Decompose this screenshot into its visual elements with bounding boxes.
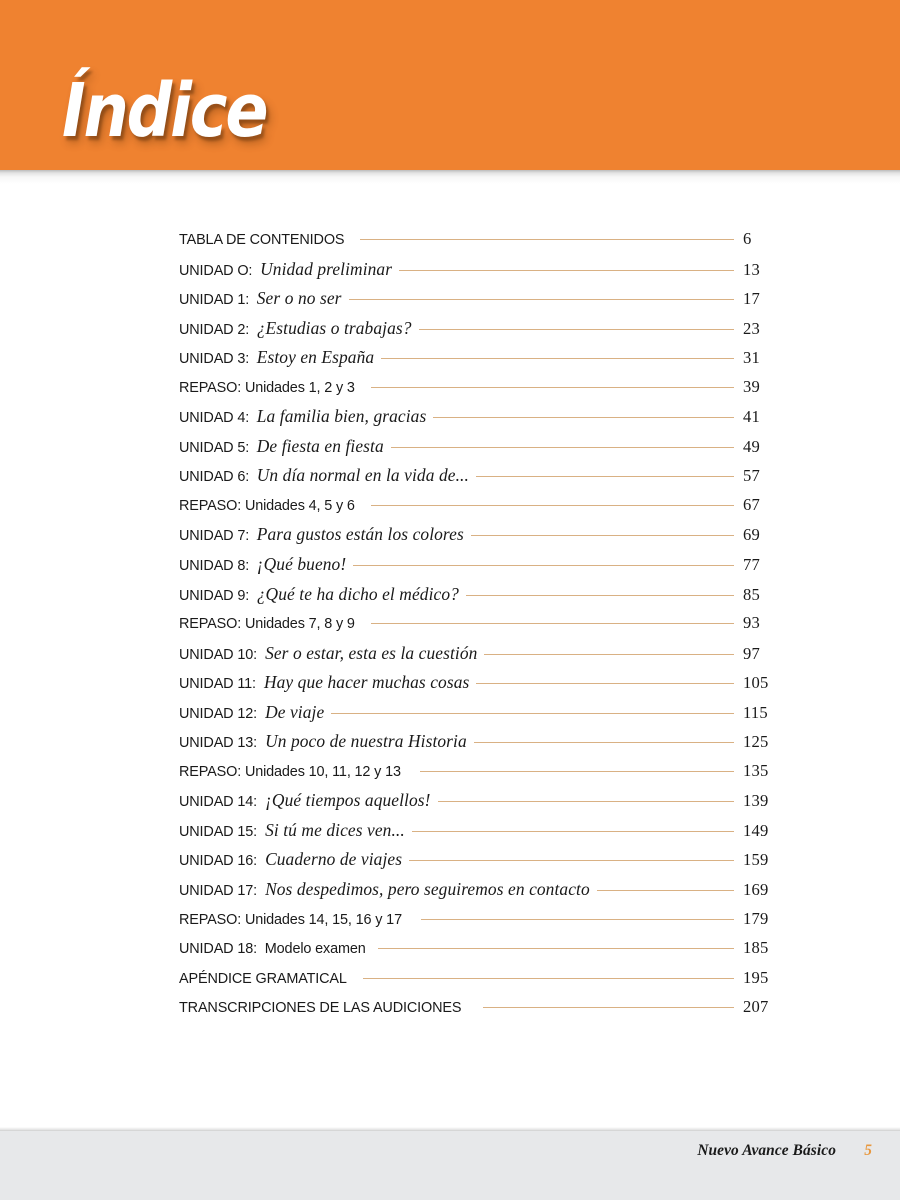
toc-entry[interactable] xyxy=(179,643,789,673)
toc-leader-line xyxy=(378,948,734,949)
toc-entry-page-number: 13 xyxy=(743,259,760,279)
toc-entry-title: De viaje xyxy=(265,701,325,722)
toc-entry[interactable] xyxy=(179,554,789,584)
toc-entry-label: UNIDAD 5: xyxy=(179,438,250,456)
toc-entry-title: Hay que hacer muchas cosas xyxy=(263,672,470,693)
toc-leader-line xyxy=(399,270,734,271)
toc-entry-label: UNIDAD 6: xyxy=(179,468,250,486)
toc-entry-label: TABLA DE CONTENIDOS xyxy=(179,231,345,248)
toc-entry-page-number: 69 xyxy=(743,525,760,545)
toc-entry[interactable] xyxy=(179,229,789,259)
toc-entry-page-number: 125 xyxy=(743,732,769,752)
toc-entry[interactable] xyxy=(179,938,789,968)
toc-leader-line xyxy=(420,771,734,772)
toc-entry-page-number: 17 xyxy=(743,289,760,309)
toc-entry-page-number: 149 xyxy=(743,820,769,840)
toc-entry-page-number: 77 xyxy=(743,555,760,575)
toc-entry[interactable] xyxy=(179,879,789,909)
toc-entry-title: De fiesta en fiesta xyxy=(256,435,384,456)
toc-entry-page-number: 41 xyxy=(743,407,760,427)
toc-entry-page-number: 115 xyxy=(743,702,768,722)
toc-leader-line xyxy=(476,476,734,477)
toc-entry-page-number: 195 xyxy=(743,967,769,987)
toc-entry-label: UNIDAD 12: xyxy=(179,704,257,722)
toc-entry-page-number: 185 xyxy=(743,938,769,958)
page-title: Índice xyxy=(62,68,267,154)
toc-entry-page-number: 31 xyxy=(743,348,760,368)
toc-leader-line xyxy=(409,860,734,861)
toc-entry[interactable] xyxy=(179,672,789,702)
toc-entry[interactable] xyxy=(179,318,789,348)
toc-entry-page-number: 207 xyxy=(743,997,769,1017)
toc-leader-line xyxy=(471,535,734,536)
toc-entry-page-number: 169 xyxy=(743,880,769,900)
toc-entry-title: ¿Qué te ha dicho el médico? xyxy=(256,583,459,604)
toc-entry-title: Modelo examen xyxy=(264,940,366,958)
toc-entry[interactable] xyxy=(179,613,789,643)
toc-leader-line xyxy=(371,387,734,388)
footer-content xyxy=(0,1138,900,1164)
toc-leader-line xyxy=(438,801,734,802)
toc-entry[interactable] xyxy=(179,288,789,318)
toc-leader-line xyxy=(391,447,734,448)
toc-entry[interactable] xyxy=(179,406,789,436)
header-band xyxy=(0,0,900,170)
toc-entry-title: Estoy en España xyxy=(256,347,375,368)
toc-entry-page-number: 179 xyxy=(743,908,769,928)
toc-entry-label: UNIDAD 17: xyxy=(179,882,257,900)
toc-entry-page-number: 39 xyxy=(743,376,760,396)
toc-entry-page-number: 57 xyxy=(743,466,760,486)
toc-leader-line xyxy=(360,239,734,240)
toc-entry[interactable] xyxy=(179,584,789,614)
toc-entry-label: UNIDAD 11: xyxy=(179,675,256,693)
toc-entry-page-number: 97 xyxy=(743,643,760,663)
table-of-contents xyxy=(179,229,789,1027)
toc-entry-page-number: 6 xyxy=(743,229,752,248)
toc-leader-line xyxy=(381,358,734,359)
toc-leader-line xyxy=(353,565,734,566)
toc-leader-line xyxy=(363,978,734,979)
toc-leader-line xyxy=(476,683,734,684)
toc-leader-line xyxy=(371,505,734,506)
toc-entry[interactable] xyxy=(179,731,789,761)
toc-entry[interactable] xyxy=(179,436,789,466)
toc-leader-line xyxy=(412,831,734,832)
toc-leader-line xyxy=(597,890,734,891)
toc-entry[interactable] xyxy=(179,790,789,820)
toc-entry-page-number: 159 xyxy=(743,850,769,870)
toc-leader-line xyxy=(466,595,734,596)
toc-entry-title: Para gustos están los colores xyxy=(256,524,464,545)
toc-leader-line xyxy=(371,623,734,624)
toc-entry-title: ¡Qué tiempos aquellos! xyxy=(265,790,431,811)
toc-entry-label: UNIDAD 9: xyxy=(179,586,250,604)
toc-entry[interactable] xyxy=(179,377,789,407)
toc-entry-title: La familia bien, gracias xyxy=(256,406,427,427)
toc-entry[interactable] xyxy=(179,524,789,554)
toc-entry-title: Si tú me dices ven... xyxy=(265,819,405,840)
toc-entry[interactable] xyxy=(179,909,789,939)
toc-entry-title: Ser o estar, esta es la cuestión xyxy=(265,642,478,663)
toc-entry-page-number: 139 xyxy=(743,791,769,811)
toc-entry-label: REPASO: Unidades 4, 5 y 6 xyxy=(179,496,355,514)
toc-entry-label: UNIDAD 8: xyxy=(179,557,250,575)
toc-entry-label: REPASO: Unidades 1, 2 y 3 xyxy=(179,378,355,396)
toc-entry-page-number: 49 xyxy=(743,436,760,456)
toc-entry-label: UNIDAD 10: xyxy=(179,645,257,663)
toc-entry-title: Un poco de nuestra Historia xyxy=(265,731,467,752)
toc-entry[interactable] xyxy=(179,997,789,1027)
toc-entry[interactable] xyxy=(179,849,789,879)
toc-entry-label: UNIDAD 13: xyxy=(179,734,257,752)
toc-entry-label: APÉNDICE GRAMATICAL xyxy=(179,969,347,987)
toc-entry-label: UNIDAD 18: xyxy=(179,940,257,958)
toc-leader-line xyxy=(419,329,734,330)
toc-entry-title: Cuaderno de viajes xyxy=(265,849,403,870)
toc-entry-title: ¿Estudias o trabajas? xyxy=(256,317,412,338)
toc-leader-line xyxy=(331,713,734,714)
toc-entry-label: UNIDAD 4: xyxy=(179,409,250,427)
toc-entry-title: ¡Qué bueno! xyxy=(256,554,347,575)
footer-brand: Nuevo Avance Básico xyxy=(697,1142,836,1159)
toc-entry-label: UNIDAD O: xyxy=(179,261,253,279)
toc-entry-label: UNIDAD 2: xyxy=(179,320,250,338)
toc-entry-page-number: 85 xyxy=(743,584,760,604)
toc-entry-page-number: 23 xyxy=(743,318,760,338)
toc-entry[interactable] xyxy=(179,761,789,791)
toc-entry[interactable] xyxy=(179,347,789,377)
toc-entry-title: Un día normal en la vida de... xyxy=(256,465,469,486)
toc-entry[interactable] xyxy=(179,702,789,732)
toc-leader-line xyxy=(483,1007,734,1008)
toc-entry-label: UNIDAD 7: xyxy=(179,527,250,545)
toc-leader-line xyxy=(349,299,734,300)
toc-entry-page-number: 67 xyxy=(743,494,760,514)
toc-entry-title: Unidad preliminar xyxy=(260,258,393,279)
toc-entry-label: UNIDAD 15: xyxy=(179,822,257,840)
toc-entry-label: REPASO: Unidades 7, 8 y 9 xyxy=(179,615,355,633)
toc-entry-page-number: 93 xyxy=(743,613,760,633)
toc-entry[interactable] xyxy=(179,820,789,850)
footer-page-number: 5 xyxy=(864,1142,872,1159)
toc-entry-label: REPASO: Unidades 14, 15, 16 y 17 xyxy=(179,910,402,928)
header-shadow-divider xyxy=(0,170,900,184)
toc-entry-label: UNIDAD 16: xyxy=(179,852,257,870)
toc-entry-label: UNIDAD 14: xyxy=(179,793,257,811)
toc-leader-line xyxy=(484,654,734,655)
toc-entry-label: REPASO: Unidades 10, 11, 12 y 13 xyxy=(179,762,401,780)
toc-entry-page-number: 105 xyxy=(743,673,769,693)
toc-entry[interactable] xyxy=(179,968,789,998)
toc-entry-label: UNIDAD 3: xyxy=(179,350,250,368)
toc-entry-label: TRANSCRIPCIONES DE LAS AUDICIONES xyxy=(179,999,462,1017)
toc-entry[interactable] xyxy=(179,465,789,495)
toc-entry[interactable] xyxy=(179,495,789,525)
toc-entry-label: UNIDAD 1: xyxy=(179,291,250,309)
toc-entry-title: Ser o no ser xyxy=(256,288,342,309)
toc-entry-page-number: 135 xyxy=(743,760,769,780)
toc-entry[interactable] xyxy=(179,259,789,289)
toc-leader-line xyxy=(433,417,734,418)
toc-leader-line xyxy=(421,919,734,920)
toc-leader-line xyxy=(474,742,734,743)
toc-entry-title: Nos despedimos, pero seguiremos en contacto xyxy=(265,879,590,900)
